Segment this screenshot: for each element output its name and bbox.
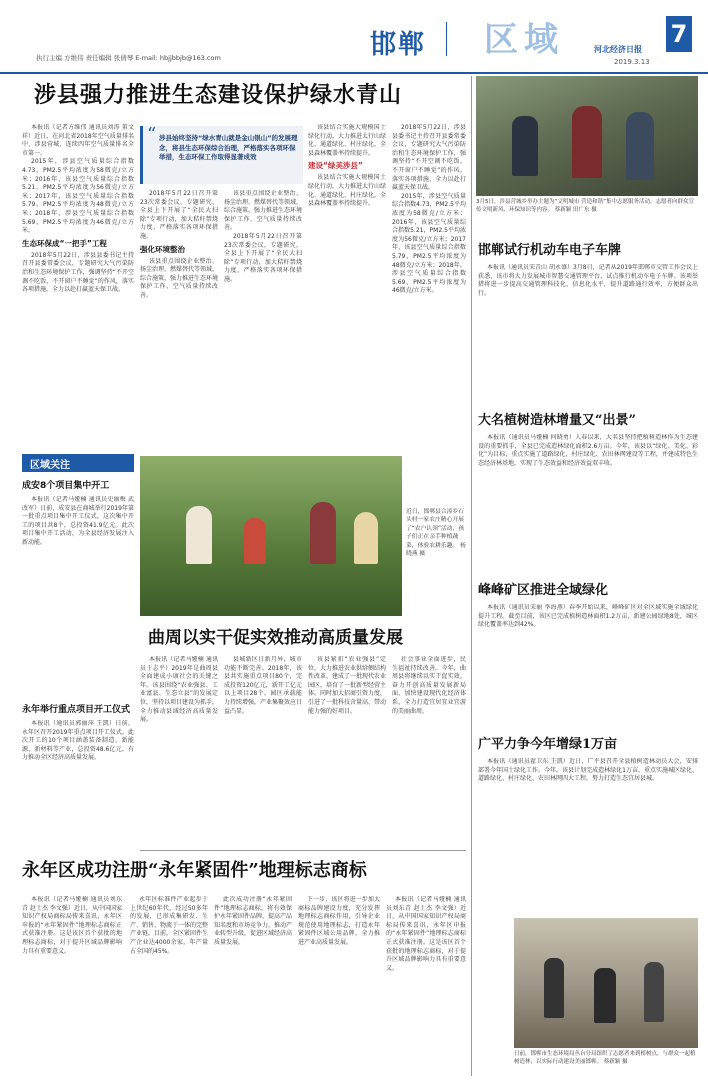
lead-body-b-cont: 2018年5月22日，涉县县委书记主持召开县委常委会议，专题研究大气污染防治和生态环境保护工作，强调坚持“不开空调不吃饭，不开窗户不睡觉”的作风，落实各项措施，全力以赴打赢蓝天保卫战。	[392, 124, 466, 192]
yn-column-2: 永年区标准件产业起步于上世纪60年代，经过50多年的发展，已形成集研发、生产、销售、物流于一体的完整产业链。目前，全区紧固件生产企业达4000余家，年产量占全国的45%。	[130, 896, 208, 955]
page-number: 7	[670, 20, 688, 48]
issue-date: 2019.3.13	[614, 58, 650, 66]
photo-tree-planting	[514, 918, 698, 1048]
lead-body-b: 2018年5月22日，涉县县委书记主持召开县委常委会议，专题研究大气污染防治和生态环境保护工作，强调坚持“不开空调不吃饭，不开窗户不睡觉”的作风，落实各项措施，全力以赴打赢蓝天保卫战。	[22, 251, 134, 294]
masthead	[0, 0, 708, 74]
section-sub-title: 区域	[484, 20, 564, 60]
section-main-title: 邯郸	[370, 30, 427, 60]
lead-subhead-2: 强化环境整治	[140, 244, 185, 254]
news-4-body: 本报讯（通讯员翟卫东 王凯）近日，广平县召开全县植树造林动员大会，安排部署今年国土绿化工作。今年，该县计划完成造林绿化1万亩，重点实施城区绿化、道路绿化、村庄绿化、农田林网四大工程，努力打造生态宜居县城。	[478, 758, 698, 783]
photo-figure	[544, 958, 564, 1018]
lead-body-d-cont: 该县重点围绕企业整治、扬尘治理、燃煤替代等领域，综合施策，强力推进生态环境保护工作，空气质量持续改善。	[224, 190, 302, 232]
vertical-divider	[471, 76, 472, 1076]
photo-figure	[186, 506, 212, 564]
quote-mark-icon: “	[147, 124, 157, 145]
lead-column-1	[22, 124, 134, 444]
lead-body-c-cont: 2018年5月22日召开第23次常委会议，专题研究，全县上下开展了“全民大扫除”专项行动，加大秸秆禁烧力度，严格落实各项环保措施。	[224, 232, 302, 283]
news-3-body: 本报讯（通讯员宋丽 李海燕）春季开始以来，峰峰矿区对全区域实施全域绿化提升工程。截至目前，该区已完成植树造林面积1.2万亩，新建公园绿地8处，城区绿化覆盖率达到42%。	[478, 604, 698, 629]
section-divider	[446, 22, 447, 56]
lead-headline: 涉县强力推进生态建设保护绿水青山	[34, 82, 403, 108]
horizontal-divider	[140, 850, 466, 851]
lead-body-d: 该县重点围绕企业整治、扬尘治理、燃煤替代等领域，综合施策，强力推进生态环境保护工作，空气质量持续改善。	[140, 257, 218, 299]
news-3-title: 峰峰矿区推进全域绿化	[478, 583, 609, 598]
photo-figure	[572, 106, 602, 178]
photo-caption-top: 3月5日，涉县营城乡举办主题为“文明城市 营造和谐”集中志愿服务活动，志愿者向群众宣传文明新风、环保知识等内容。 蔡新颖 田广东 摄	[476, 199, 694, 213]
lead-quote: 涉县始终坚持“绿水青山就是金山银山”的发展理念，将县生态环保综合治理，严格落实各项环保举措，生态环保工作取得显著成效	[159, 134, 298, 161]
sidebar-label-bar	[22, 454, 134, 472]
photo-figure	[310, 502, 336, 564]
lead-column-5	[392, 124, 466, 448]
lead-body-a-cont: 2015年，涉县空气质量综合指数4.73，PM2.5平均浓度为58微克/立方米；2016年，该县空气质量综合指数5.21，PM2.5平均浓度为56微克/立方米；2017年，该县空气质量综合指数5.79，PM2.5平均浓度为48微克/立方米；2018年，涉县空气质量综合指数5.69，PM2.5平均浓度为46微克/立方米。	[392, 192, 466, 295]
photo-figure	[644, 962, 664, 1022]
news-2-body: 本报讯（通讯员马娅楠 何晓勇）人春以来，大名县坚持把植树造林作为生态建设的重要抓手，全县已完成造林绿化面积2.6万亩。今年，该县以“绿化、美化、彩化”为目标，重点实施了道路绿化、村庄绿化、农田林网建设等工程，并建成特色生态经济林基地，实现了生态效益和经济效益双丰收。	[478, 434, 698, 467]
sidebar-item-2-body: 本报讯（通讯员郭丽萍 王凯）日前，永年区召开2019年重点项目开工仪式。此次开工的10个项目涵盖装备制造、新能源、新材料等产业，总投资48.6亿元，有力推动全区经济高质量发展。	[22, 720, 134, 762]
lead-column-4	[308, 124, 386, 448]
staff-line: 执行主编 方维伟 责任编辑 张倩琴 E-mail: hbjjbbjb@163.com	[36, 54, 221, 62]
photo-caption-bottom: 日前，邯郸市生态环境局丛台分局组织了志愿者来到植树点，与群众一起植树造林，以实际行动建设美丽邯郸。 蔡新颖 摄	[514, 1051, 696, 1065]
lead-body-c: 2018年5月22日召开第23次常委会议，专题研究，全县上下开展了“全民大扫除”专项行动，加大秸秆禁烧力度，严格落实各项环保措施。	[140, 190, 218, 240]
photo-figure	[512, 116, 538, 176]
photo-caption-mid: 近日，邯郸县合漳乡石头村一家农庄精心开展了“农户认领”活动，孩子们正在亲手种植蔬菜，体验农耕乐趣。 杨晓燕 摄	[406, 509, 466, 558]
lead-column-2	[140, 190, 218, 448]
sidebar-label: 区域关注	[30, 460, 70, 471]
qu-column-1: 本报讯（记者马娅楠 通讯员于志平）2019年是曲周县全面建成小康社会的关键之年。该县围绕“农业强县、工业富县、生态立县”的发展定位，坚持以项目建设为抓手，全力推动县域经济高质量发展。	[140, 656, 218, 724]
news-4-title: 广平力争今年增绿1万亩	[478, 737, 618, 752]
yn-headline: 永年区成功注册“永年紧固件”地理标志商标	[22, 860, 367, 881]
sidebar-item-1-title: 成安8个项目集中开工	[22, 481, 110, 491]
yn-column-1: 本报讯（记者马娅楠 通讯员刘东青 赵士杰 李文强）近日，从中国国家知识产权局商标局传来喜讯，永年区申报的“永年紧固件”地理标志商标正式获准注册。这是该区首个获批的地理标志商标，对于提升区域品牌影响力具有重要意义。	[22, 896, 122, 955]
yn-column-3: 此次成功注册“永年紧固件”地理标志商标，将有效保护永年紧固件品牌，提高产品知名度和市场竞争力，推动产业转型升级，促进区域经济高质量发展。	[214, 896, 292, 946]
yn-column-5: 本报讯（记者马娅楠 通讯员刘东青 赵士杰 李文强）近日，从中国国家知识产权局商标局传来喜讯，永年区申报的“永年紧固件”地理标志商标正式获准注册。这是该区首个获批的地理标志商标，对于提升区域品牌影响力具有重要意义。	[386, 896, 466, 972]
qu-column-3: 该县紧扣“农业强县”定位，大力推进农业供给侧结构性改革，建成了一批现代农业园区，培育了一批新型经营主体。同时加大招商引资力度，引进了一批科技含量高、带动能力强的好项目。	[308, 656, 386, 715]
lead-quote-box	[140, 126, 303, 184]
lead-subhead-3: 建设“绿美涉县”	[308, 161, 363, 171]
sidebar-item-1-body: 本报讯（记者马娅楠 通讯员史丽梅 武改军）日前，成安县在商城举行2019年第一批重点项目集中开工仪式，这次集中开工的项目共8个，总投资41.9亿元。此次项目集中开工活动，为全县经济发展注入新动能。	[22, 496, 134, 546]
page-number-badge	[666, 16, 692, 52]
photo-figure	[594, 968, 616, 1023]
lead-subhead-1: 生态环保成“一把手”工程	[22, 238, 107, 248]
photo-figure	[626, 112, 654, 180]
lead-dateline: 本报讯（记者方维伟 通讯员刘涛 董文祥）近日，在河北省2018年空气质量排名中，涉县营城，连续四年空气质量排名全市第一。	[22, 124, 134, 157]
qu-column-4: 社会事业全面进步，民生福祉持续改善。今年，曲周县将继续以实干促实效，奋力开创高质量发展新局面，加快建设现代化经济体系，全力打造宜居宜业宜游的美丽曲周。	[392, 656, 466, 715]
yn-column-4: 下一步，该区将进一步加大商标品牌建设力度，充分发挥地理标志商标作用，引导企业规范使用地理标志，打造永年紧固件区域公用品牌，全力推进产业高质量发展。	[298, 896, 380, 946]
lead-column-3	[224, 190, 302, 448]
lead-body-e: 该县结合实施大规模国土绿化行动，大力推进太行山绿化、通道绿化、村庄绿化，全县森林覆盖率持续提升。	[308, 124, 386, 157]
photo-children-planting	[140, 456, 402, 616]
qu-column-2: 县城新区日新月异，城市功能不断完善。2018年，该县共实施重点项目80个，完成投资120亿元，新开工亿元以上项目28个。园区承载能力持续增强，产业集聚效应日益凸显。	[224, 656, 302, 715]
photo-figure	[354, 512, 378, 564]
qu-headline: 曲周以实干促实效推动高质量发展	[148, 628, 403, 648]
news-1-body: 本报讯（通讯员宋青山 胡永盛）3月8日，记者从2019年邯郸市交管工作会议上获悉，该市将大力发展城市智慧交通管理平台，试点推行机动车电子车牌。该项举措将进一步提高交通管理科技化、信息化水平，提升道路通行效率，方便群众出行。	[478, 264, 698, 297]
photo-figure	[244, 518, 266, 564]
lead-body-e-cont: 该县结合实施大规模国土绿化行动，大力推进太行山绿化、通道绿化、村庄绿化，全县森林覆盖率持续提升。	[308, 174, 386, 208]
sidebar-item-2-title: 永年举行重点项目开工仪式	[22, 705, 131, 715]
news-1-title: 邯郸试行机动车电子车牌	[478, 243, 622, 258]
paper-name: 河北经济日报	[594, 45, 642, 54]
news-2-title: 大名植树造林增量又“出景”	[478, 413, 636, 428]
lead-body-a: 2015年，涉县空气质量综合指数4.73，PM2.5平均浓度为58微克/立方米；2016年，该县空气质量综合指数5.21，PM2.5平均浓度为56微克/立方米；2017年，该县空气质量综合指数5.79，PM2.5平均浓度为48微克/立方米；2018年，涉县空气质量综合指数5.69，PM2.5平均浓度为46微克/立方米。	[22, 158, 134, 235]
photo-volunteers	[476, 76, 698, 196]
